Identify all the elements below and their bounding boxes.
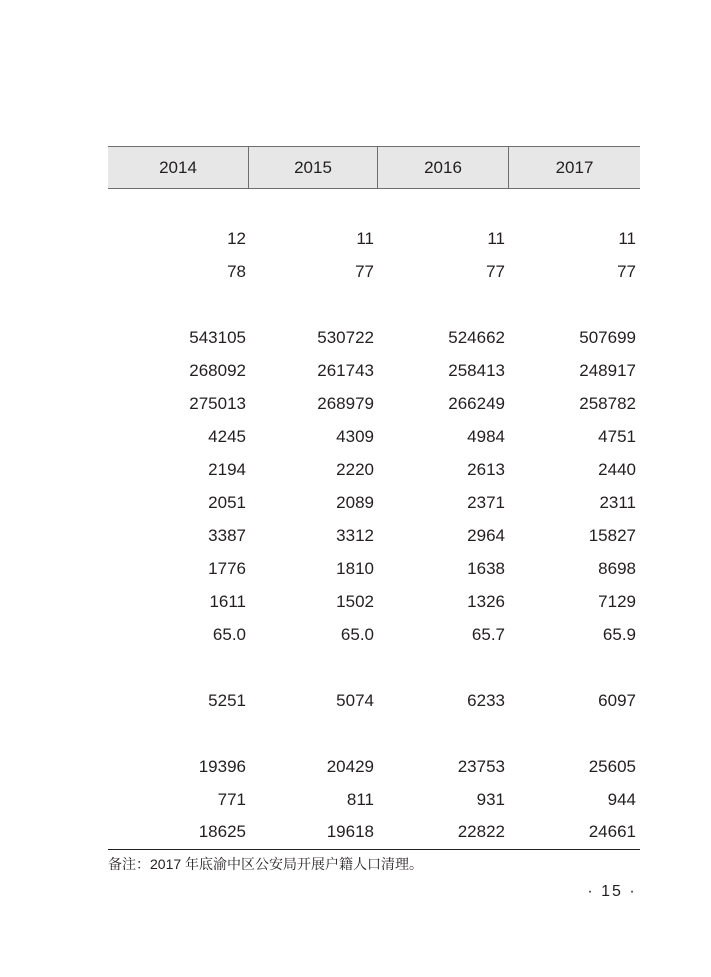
table-cell: 65.7: [471, 625, 505, 644]
table-cell: 65.0: [212, 625, 246, 644]
table-cell: 1502: [336, 592, 374, 611]
table-cell: 275013: [189, 394, 246, 413]
table-cell: 944: [607, 790, 636, 809]
table-row: [108, 426, 640, 448]
table-cell: 2440: [598, 460, 636, 479]
table-cell: 19618: [326, 822, 374, 841]
table-cell: 18625: [198, 822, 246, 841]
table-row: [108, 393, 640, 415]
table-cell: 77: [355, 262, 374, 281]
header-year-2014: 2014: [108, 147, 249, 188]
table-cell: 8698: [598, 559, 636, 578]
table-cell: 78: [227, 262, 246, 281]
table-cell: 4984: [467, 427, 505, 446]
table-cell: 4245: [208, 427, 246, 446]
header-year-2016: 2016: [378, 147, 509, 188]
table-cell: 77: [617, 262, 636, 281]
table-cell: 507699: [579, 328, 636, 347]
footnote: 备注：2017 年底渝中区公安局开展户籍人口清理。: [108, 856, 424, 872]
table-cell: 3312: [336, 526, 374, 545]
table-cell: 3387: [208, 526, 246, 545]
table-header-row: [108, 146, 640, 189]
table-row: [108, 327, 640, 349]
table-cell: 931: [476, 790, 505, 809]
table-cell: 2311: [599, 493, 636, 512]
table-cell: 2613: [467, 460, 505, 479]
table-cell: 258413: [448, 361, 505, 380]
table-cell: 77: [486, 262, 505, 281]
table-cell: 6097: [598, 691, 636, 710]
table-cell: 2051: [208, 493, 246, 512]
table-cell: 15827: [588, 526, 636, 545]
table-cell: 268092: [189, 361, 246, 380]
table-cell: 11: [618, 229, 636, 248]
table-row: [108, 492, 640, 514]
table-cell: 6233: [467, 691, 505, 710]
table-cell: 7129: [598, 592, 636, 611]
table-cell: 1810: [336, 559, 374, 578]
table-cell: 22822: [457, 822, 505, 841]
table-row: [108, 690, 640, 712]
table-row: [108, 821, 640, 843]
table-cell: 12: [227, 229, 246, 248]
table-cell: 268979: [317, 394, 374, 413]
table-cell: 24661: [588, 822, 636, 841]
table-row: [108, 756, 640, 778]
table-cell: 248917: [579, 361, 636, 380]
table-cell: 23753: [457, 757, 505, 776]
table-cell: 2089: [336, 493, 374, 512]
table-row: [108, 228, 640, 250]
table-cell: 4751: [598, 427, 636, 446]
table-row: [108, 624, 640, 646]
table-cell: 65.9: [602, 625, 636, 644]
table-row: [108, 261, 640, 283]
header-year-2015: 2015: [249, 147, 378, 188]
table-cell: 530722: [317, 328, 374, 347]
table-cell: 4309: [336, 427, 374, 446]
table-cell: 771: [217, 790, 246, 809]
table-row: [108, 789, 640, 811]
table-cell: 25605: [588, 757, 636, 776]
table-cell: 1326: [467, 592, 505, 611]
table-cell: 258782: [579, 394, 636, 413]
table-cell: 543105: [189, 328, 246, 347]
page-number: · 15 ·: [587, 883, 637, 900]
table-cell: 2194: [208, 460, 246, 479]
table-cell: 20429: [326, 757, 374, 776]
table-row: [108, 558, 640, 580]
table-cell: 1638: [467, 559, 505, 578]
table-cell: 2964: [467, 526, 505, 545]
table-cell: 65.0: [340, 625, 374, 644]
header-year-2017: 2017: [555, 157, 594, 177]
table-cell: 811: [346, 790, 374, 809]
table-row: [108, 591, 640, 613]
table-cell: 261743: [317, 361, 374, 380]
table-cell: 524662: [448, 328, 505, 347]
table-cell: 11: [487, 229, 505, 248]
table-cell: 19396: [198, 757, 246, 776]
table-cell: 266249: [448, 394, 505, 413]
table-cell: 1776: [208, 559, 246, 578]
table-cell: 5251: [208, 691, 246, 710]
table-cell: 11: [356, 229, 374, 248]
table-row: [108, 459, 640, 481]
table-cell: 2371: [467, 493, 505, 512]
statistics-table: [108, 146, 640, 850]
table-cell: 1611: [209, 592, 246, 611]
table-cell: 2220: [336, 460, 374, 479]
table-body: [108, 189, 640, 850]
table-row: [108, 360, 640, 382]
table-cell: 5074: [336, 691, 374, 710]
table-row: [108, 525, 640, 547]
